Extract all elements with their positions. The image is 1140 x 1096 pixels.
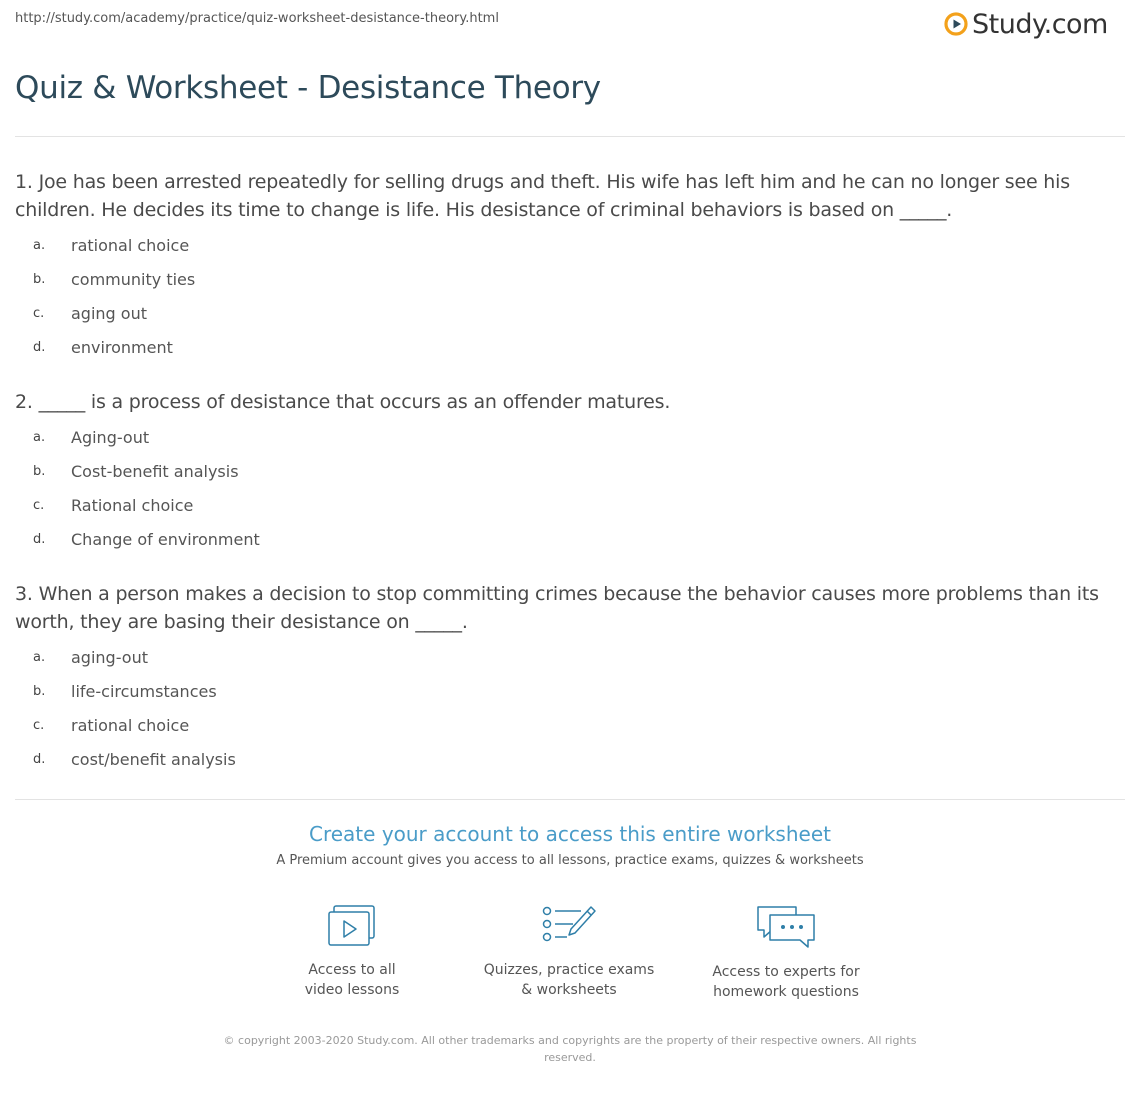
feature-label <box>686 962 886 1002</box>
feature-label-line: Access to all <box>308 962 396 978</box>
option-text: life-circumstances <box>71 681 217 701</box>
answer-option[interactable] <box>15 454 1125 488</box>
answer-option[interactable] <box>15 228 1125 262</box>
option-text: environment <box>71 337 173 357</box>
feature-quizzes <box>469 904 669 1000</box>
option-letter: c. <box>33 497 45 513</box>
option-letter: b. <box>33 463 46 479</box>
option-letter: c. <box>33 305 45 321</box>
option-letter: d. <box>33 751 46 767</box>
answer-option[interactable] <box>15 296 1125 330</box>
title-divider <box>15 136 1125 137</box>
answer-options <box>15 228 1125 364</box>
option-letter: d. <box>33 339 46 355</box>
question-text: 2. _____ is a process of desistance that occurs as an offender matures. <box>15 391 671 413</box>
option-text: rational choice <box>71 235 190 255</box>
option-letter: a. <box>33 237 46 253</box>
option-letter: b. <box>33 271 46 287</box>
study-logo[interactable] <box>944 8 1108 40</box>
option-text: Rational choice <box>71 495 194 515</box>
feature-label <box>469 960 669 1000</box>
page-title: Quiz & Worksheet - Desistance Theory <box>15 70 601 106</box>
quiz-checklist-icon <box>541 904 597 948</box>
answer-option[interactable] <box>15 640 1125 674</box>
page-url: http://study.com/academy/practice/quiz-worksheet-desistance-theory.html <box>15 11 499 26</box>
answer-option[interactable] <box>15 708 1125 742</box>
question-3 <box>15 580 1125 776</box>
option-letter: a. <box>33 429 46 445</box>
chat-bubbles-icon <box>754 904 818 950</box>
premium-description: A Premium account gives you access to all lessons, practice exams, quizzes & worksheets <box>276 853 864 868</box>
option-text: aging-out <box>71 647 148 667</box>
create-account-link[interactable]: Create your account to access this entire worksheet <box>309 822 831 846</box>
question-text: 1. Joe has been arrested repeatedly for selling drugs and theft. His wife has left him and he can no longer see his children. He decides its time to change is life. His desistance of criminal behaviors is based on _____. <box>15 171 1070 221</box>
option-text: community ties <box>71 269 196 289</box>
questions-divider <box>15 799 1125 800</box>
answer-option[interactable] <box>15 420 1125 454</box>
option-letter: a. <box>33 649 46 665</box>
answer-options <box>15 420 1125 556</box>
feature-label <box>252 960 452 1000</box>
feature-video-lessons <box>252 904 452 1000</box>
option-text: aging out <box>71 303 147 323</box>
option-text: cost/benefit analysis <box>71 749 236 769</box>
logo-text: Study.com <box>972 8 1108 40</box>
copyright-footer: © copyright 2003-2020 Study.com. All other trademarks and copyrights are the property of their respective owners. All rights reserved. <box>223 1034 917 1064</box>
option-text: Aging-out <box>71 427 150 447</box>
answer-option[interactable] <box>15 330 1125 364</box>
option-text: rational choice <box>71 715 190 735</box>
question-text: 3. When a person makes a decision to stop committing crimes because the behavior causes more problems than its worth, they are basing their desistance on _____. <box>15 583 1099 633</box>
feature-label-line: & worksheets <box>521 982 617 998</box>
feature-label-line: video lessons <box>304 982 400 998</box>
option-text: Cost-benefit analysis <box>71 461 239 481</box>
answer-option[interactable] <box>15 522 1125 556</box>
feature-experts <box>686 904 886 1002</box>
feature-label-line: homework questions <box>713 984 859 1000</box>
question-1 <box>15 168 1125 364</box>
video-lessons-icon <box>326 904 378 948</box>
play-circle-logo-icon <box>944 12 968 36</box>
answer-option[interactable] <box>15 488 1125 522</box>
answer-option[interactable] <box>15 262 1125 296</box>
question-2 <box>15 388 1125 556</box>
feature-label-line: Quizzes, practice exams <box>483 962 655 978</box>
answer-options <box>15 640 1125 776</box>
option-letter: b. <box>33 683 46 699</box>
option-letter: c. <box>33 717 45 733</box>
option-text: Change of environment <box>71 529 260 549</box>
answer-option[interactable] <box>15 742 1125 776</box>
answer-option[interactable] <box>15 674 1125 708</box>
feature-label-line: Access to experts for <box>712 964 860 980</box>
option-letter: d. <box>33 531 46 547</box>
